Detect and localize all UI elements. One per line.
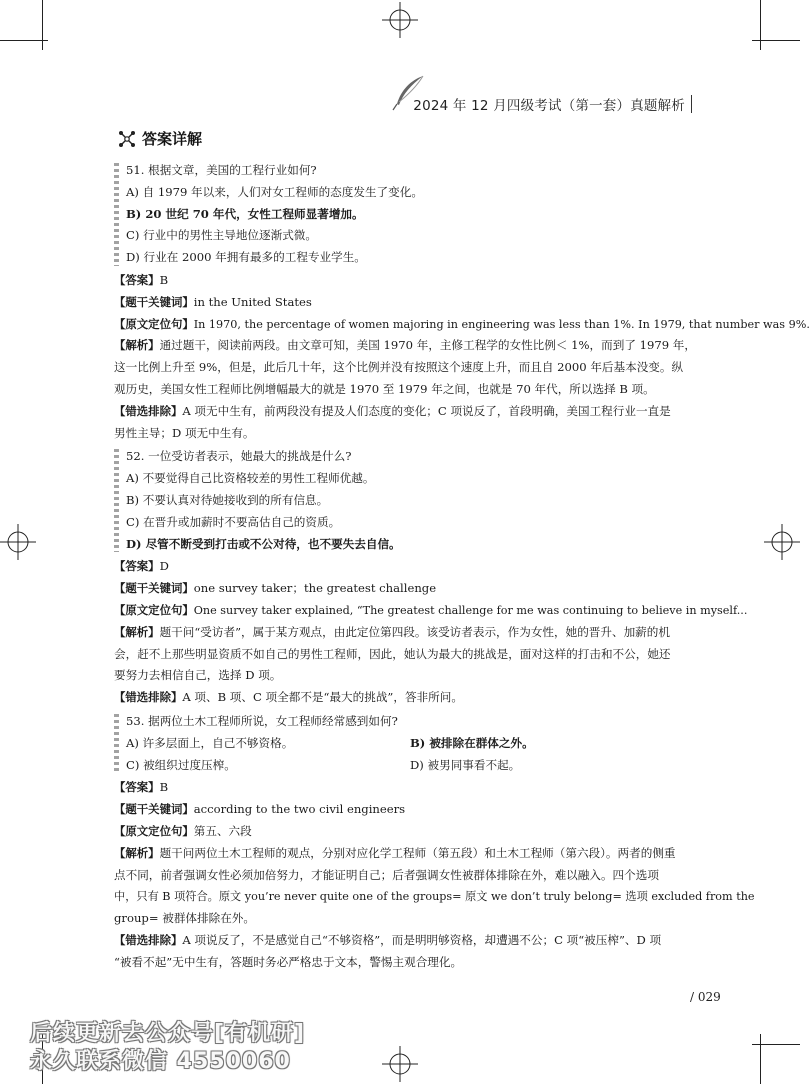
header-title: 2024 年 12 月四级考试（第一套）真题解析 <box>413 98 685 114</box>
analysis-label: 【解析】 <box>114 624 160 639</box>
analysis-block <box>114 843 755 930</box>
exclude-label: 【错选排除】 <box>114 690 183 705</box>
option-a: A) 不要觉得自己比资格较差的男性工程师优越。 <box>126 471 375 486</box>
answer-value: B <box>159 780 169 795</box>
analysis-text: 中，只有 B 项符合。原文 you’re never quite one of the groups= 原文 we don’t truly belong= 选项 excluded from the <box>114 890 755 904</box>
keyword-value: one survey taker；the greatest challenge <box>193 581 437 596</box>
registration-mark-bottom <box>382 1046 418 1082</box>
option-c: C) 在晋升或加薪时不要高估自己的资质。 <box>126 514 341 529</box>
exclude-text: 男性主导；D 项无中生有。 <box>114 425 255 440</box>
exclude-block <box>114 401 694 445</box>
crop-mark <box>752 40 800 41</box>
analysis-block <box>114 335 694 400</box>
locate-label: 【原文定位句】 <box>114 602 194 617</box>
keyword-label: 【题干关键词】 <box>114 581 194 596</box>
analysis-label: 【解析】 <box>114 845 160 860</box>
exclude-text: A 项、B 项、C 项全都不是“最大的挑战”，答非所问。 <box>182 690 463 705</box>
question-stem: 51. 根据文章，美国的工程行业如何? <box>126 163 317 177</box>
question-52 <box>114 446 694 555</box>
answer-row <box>114 270 694 292</box>
analysis-text: 题干问“受访者”，属于某方观点，由此定位第四段。该受访者表示，作为女性，她的晋升、加薪的机 <box>159 624 670 639</box>
answer-value: B <box>159 272 169 287</box>
option-a: A) 自 1979 年以来，人们对女工程师的态度发生了变化。 <box>126 184 423 199</box>
exclude-label: 【错选排除】 <box>114 932 183 947</box>
exclude-text: A 项无中生有，前两段没有提及人们态度的变化；C 项说反了，首段明确，美国工程行业一直是 <box>182 403 671 418</box>
answer-row <box>114 777 694 799</box>
exclude-block <box>114 930 694 974</box>
keyword-row <box>114 799 694 821</box>
option-d-correct: D) 尽管不断受到打击或不公对待，也不要失去自信。 <box>126 536 401 551</box>
keyword-value: according to the two civil engineers <box>193 802 406 817</box>
analysis-text: 观历史，美国女性工程师比例增幅最大的就是 1970 至 1979 年之间，也就是 70 年代，所以选择 B 项。 <box>114 381 655 396</box>
answer-label: 【答案】 <box>114 559 160 574</box>
analysis-text: group= 被群体排除在外。 <box>114 911 255 926</box>
crop-mark <box>760 1034 761 1084</box>
molecule-icon <box>118 130 136 148</box>
section-heading <box>118 128 202 149</box>
analysis-text: 会，赶不上那些明显资质不如自己的男性工程师，因此，她认为最大的挑战是，面对这样的打击和不公，她还 <box>114 646 671 661</box>
exclude-label: 【错选排除】 <box>114 403 183 418</box>
answer-label: 【答案】 <box>114 272 160 287</box>
option-c: C) 被组织过度压榨。 <box>126 757 236 772</box>
locate-row <box>114 600 748 622</box>
crop-mark <box>0 40 48 41</box>
page-number: / 029 <box>690 990 721 1004</box>
answer-row <box>114 556 694 578</box>
analysis-text: 这一比例上升至 9%，但是，此后几十年，这个比例并没有按照这个速度上升，而且自 2000 年后基本没变。纵 <box>114 360 684 375</box>
locate-value: In 1970, the percentage of women majoring in engineering was less than 1%. In 1979, that number was 9%. <box>193 317 810 331</box>
crop-mark <box>752 1044 800 1045</box>
option-d: D) 行业在 2000 年拥有最多的工程专业学生。 <box>126 250 366 265</box>
locate-label: 【原文定位句】 <box>114 823 194 838</box>
crop-mark <box>760 0 761 50</box>
page-header <box>413 94 692 114</box>
watermark-line-1: 后续更新去公众号[有机研] <box>30 1021 306 1046</box>
locate-row <box>114 821 694 843</box>
exclude-text: A 项说反了，不是感觉自己“不够资格”，而是明明够资格，却遭遇不公；C 项“被压榨”、D 项 <box>182 932 662 947</box>
keyword-row <box>114 578 694 600</box>
option-d: D) 被男同事看不起。 <box>410 757 521 772</box>
option-b-correct: B) 20 世纪 70 年代，女性工程师显著增加。 <box>126 206 364 221</box>
registration-mark-right <box>764 524 800 560</box>
analysis-block <box>114 622 694 687</box>
option-a: A) 许多层面上，自己不够资格。 <box>126 735 294 750</box>
exclude-block <box>114 687 694 709</box>
locate-value: One survey taker explained, “The greatest challenge for me was continuing to believe in myself... <box>193 603 748 617</box>
analysis-text: 通过题干，阅读前两段。由文章可知，美国 1970 年，主修工程学的女性比例＜ 1%，而到了 1979 年， <box>159 338 696 353</box>
analysis-label: 【解析】 <box>114 338 160 353</box>
answer-content <box>114 160 810 973</box>
option-b: B) 不要认真对待她接收到的所有信息。 <box>126 492 329 507</box>
keyword-value: in the United States <box>193 294 312 309</box>
section-title: 答案详解 <box>142 130 203 148</box>
keyword-label: 【题干关键词】 <box>114 294 194 309</box>
exclude-text: “被看不起”无中生有，答题时务必严格忠于文本，警惕主观合理化。 <box>114 954 463 969</box>
locate-row <box>114 314 810 336</box>
analysis-text: 点不同，前者强调女性必须加倍努力，才能证明自己；后者强调女性被群体排除在外，难以融入。四个选项 <box>114 867 659 882</box>
crop-mark <box>42 0 43 50</box>
question-53 <box>114 711 694 776</box>
question-stem: 52. 一位受访者表示，她最大的挑战是什么? <box>126 449 352 464</box>
option-c: C) 行业中的男性主导地位逐渐式微。 <box>126 228 317 243</box>
analysis-text: 要努力去相信自己，选择 D 项。 <box>114 668 282 683</box>
locate-label: 【原文定位句】 <box>114 316 194 331</box>
header-divider <box>691 95 692 113</box>
analysis-text: 题干问两位土木工程师的观点，分别对应化学工程师（第五段）和土木工程师（第六段）。两者的侧重 <box>159 845 676 860</box>
question-stem: 53. 据两位土木工程师所说，女工程师经常感到如何? <box>126 713 398 728</box>
answer-label: 【答案】 <box>114 780 160 795</box>
question-51 <box>114 160 694 269</box>
keyword-row <box>114 292 694 314</box>
answer-value: D <box>159 559 169 574</box>
registration-mark-top <box>382 2 418 38</box>
locate-value: 第五、六段 <box>193 823 252 838</box>
registration-mark-left <box>0 524 36 560</box>
option-b-correct: B) 被排除在群体之外。 <box>410 735 534 750</box>
watermark-line-2: 永久联系微信 4550060 <box>30 1049 291 1074</box>
keyword-label: 【题干关键词】 <box>114 802 194 817</box>
